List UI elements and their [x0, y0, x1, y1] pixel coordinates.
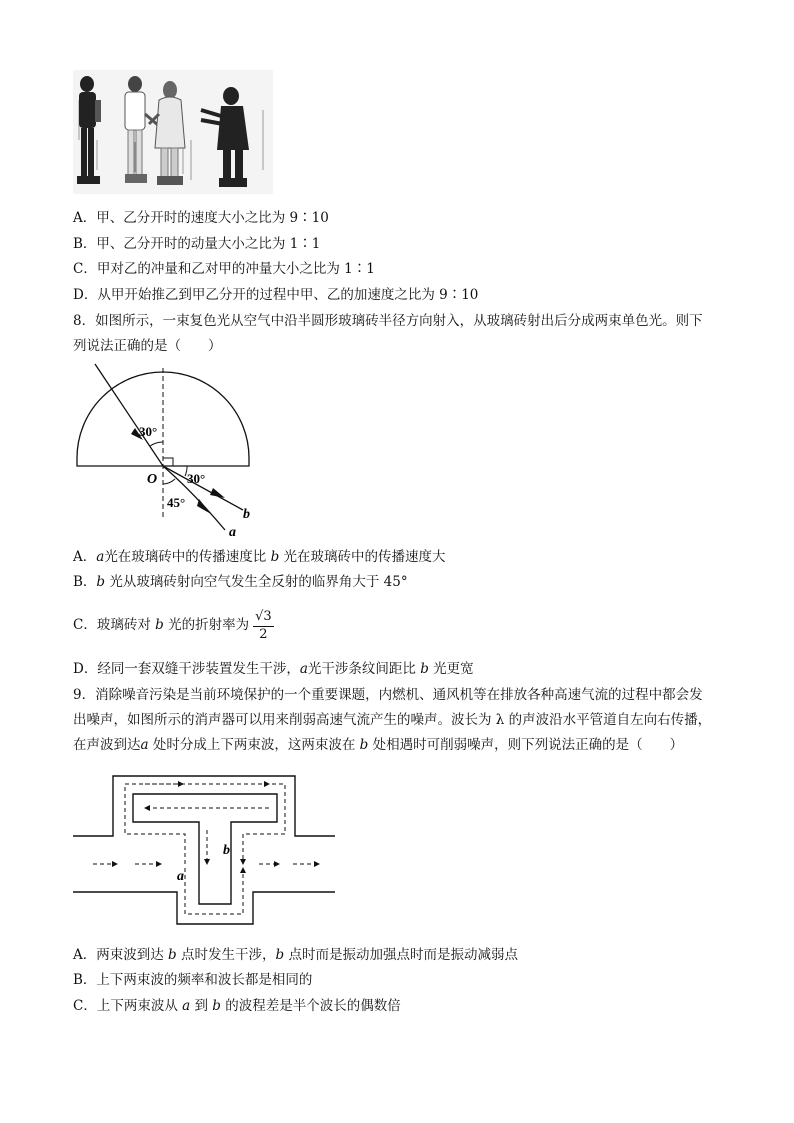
q8-semicircle-figure	[73, 362, 263, 540]
q9-muffler-figure	[73, 764, 343, 932]
q8-stem-line1: 8．如图所示，一束复色光从空气中沿半圆形玻璃砖半径方向射入，从玻璃砖射出后分成两束单色光。则下	[73, 313, 703, 329]
q9-stem-line2: 出噪声，如图所示的消声器可以用来削弱高速气流产生的噪声。波长为 λ 的声波沿水平管道自左向右传播，	[73, 712, 712, 728]
ray-a-label: a	[229, 525, 236, 540]
point-a-label: a	[177, 869, 184, 884]
fraction-sqrt3-over-2: $\frac{√3}{2}$	[255, 609, 272, 642]
angle-right-label: 30°	[187, 471, 206, 486]
q9-option-b: B．上下两束波的频率和波长都是相同的	[73, 972, 313, 988]
ray-b-label: b	[243, 507, 250, 522]
q7-option-d: D．从甲开始推乙到甲乙分开的过程中甲、乙的加速度之比为 9∶10	[73, 287, 479, 303]
q8-option-d: D．经同一套双缝干涉装置发生干涉，a光干涉条纹间距比 b 光更宽	[73, 661, 474, 677]
skaters-figure	[73, 70, 273, 194]
q9-stem-line1: 9．消除噪音污染是当前环境保护的一个重要课题，内燃机、通风机等在排放各种高速气流的过程中都会发	[73, 687, 703, 703]
origin-label: O	[147, 472, 158, 487]
q7-option-a: A．甲、乙分开时的速度大小之比为 9∶10	[73, 210, 329, 226]
q9-option-c: C．上下两束波从 a 到 b 的波程差是半个波长的偶数倍	[73, 998, 401, 1014]
q8-option-c: C．玻璃砖对 b 光的折射率为 $\frac{√3}{2}$	[73, 609, 272, 642]
q7-option-c: C．甲对乙的冲量和乙对甲的冲量大小之比为 1∶1	[73, 261, 375, 277]
q8-option-b: B．b 光从玻璃砖射向空气发生全反射的临界角大于 45°	[73, 574, 408, 590]
q9-stem-line3: 在声波到达a 处时分成上下两束波，这两束波在 b 处相遇时可削弱噪声，则下列说法正确的是（ ）	[73, 737, 684, 753]
q8-option-a: A．a光在玻璃砖中的传播速度比 b 光在玻璃砖中的传播速度大	[73, 549, 446, 565]
point-b-label: b	[223, 843, 230, 858]
q7-option-b: B．甲、乙分开时的动量大小之比为 1∶1	[73, 236, 321, 252]
angle-top-label: 30°	[139, 424, 158, 439]
q8-stem-line2: 列说法正确的是（ ）	[73, 338, 222, 354]
angle-bottom-label: 45°	[167, 495, 186, 510]
q9-option-a: A．两束波到达 b 点时发生干涉，b 点时而是振动加强点时而是振动减弱点	[73, 947, 518, 963]
